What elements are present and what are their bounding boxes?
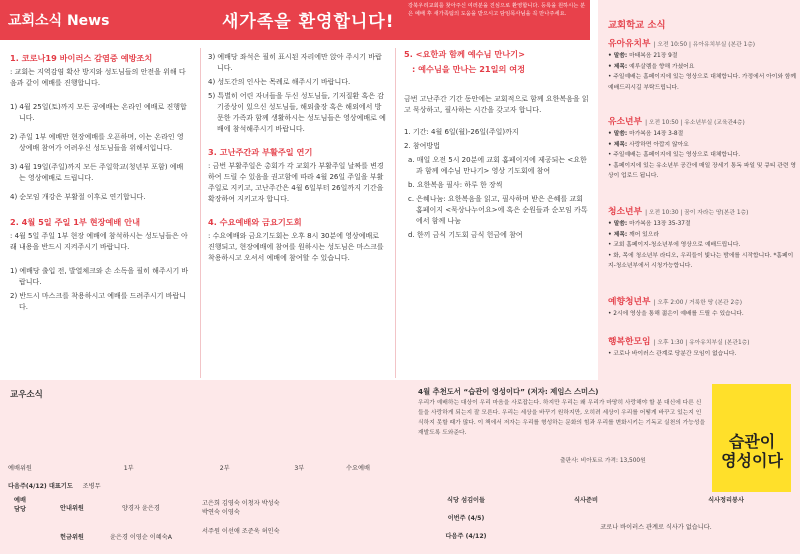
list-item: 1) 4월 25일(토)까지 모든 공예배는 온라인 예배로 진행합니다.: [10, 103, 187, 122]
section-title: 4. 수요예배와 금요기도회: [208, 217, 302, 227]
happy-section: 행복한모임 | 오후 1:30 | 유아유치부실 (본관1층) • 코로나 바이러스 관계로 당분간 모임이 없습니다.: [608, 334, 796, 360]
table-header: 식당 섬김이들: [446, 496, 486, 504]
list-item: 3) 4월 19일(주일)까지 모든 주일학교(청년부 포함) 예배는 영상예배로 드립니다.: [10, 163, 184, 182]
section-title: 2. 4월 5일 주일 1부 현장예배 안내: [10, 217, 141, 227]
offering-label: 헌금위원: [60, 534, 84, 541]
duty-table: [6, 458, 390, 494]
news-column-3: [404, 48, 590, 244]
table-cell: 조병무: [82, 482, 101, 490]
table-cell: 코로나 바이러스 관계로 식사가 없습니다.: [600, 523, 712, 531]
table-header: 3부: [294, 464, 305, 472]
infants-section: 유아유치부 | 오전 10:50 | 유아유치부실 (본관 1층) • 말씀: 마태복음 21장 9절 • 제목: 예루살렘을 향해 가셨어요 • 주일예배는 홈페이지에 있는 영상으로 대체합니다. 가정에서 아이와 함께 예배드리시길 부탁드립니다.: [608, 36, 796, 93]
list-item: a. 매일 오전 5시 20분에 교회 홈페이지에 제공되는 <요한과 함께 예수님 만나기> 영상 기도회에 참여: [408, 156, 587, 175]
young-adult-section: 예향청년부 | 오후 2:00 / 거룩한 땅 (본관 2층) • 2시에 영상을 통해 젊은이 예배를 드릴 수 있습니다.: [608, 294, 796, 320]
list-item: d. 한끼 금식 기도회 금식 헌금에 참여: [408, 231, 523, 239]
table-cell: 다음주 (4/12): [445, 532, 487, 540]
section-subtitle: : 예수님을 만나는 21일의 여정: [412, 64, 526, 74]
welcome-banner: 새가족을 환영합니다!: [222, 12, 395, 32]
table-header: 예배위원: [8, 464, 32, 472]
guide-names-1: 양경자 윤은경: [122, 505, 160, 512]
department-title: 청소년부 | 오전 10:30 | 꿈이 자라는 땅(본관 1층): [608, 207, 749, 217]
duty-label: 예배 담당: [14, 497, 26, 513]
list-item: 2) 주일 1부 예배만 현장예배를 오픈하며, 이는 온라인 영상예배 참여가 어려우신 성도님들을 위해서입니다.: [10, 133, 184, 152]
section-text: : 수요예배와 금요기도회는 오후 8시 30분에 영상예배로 진행되고, 현장예배에 참여를 원하시는 성도님은 마스크를 착용하시고 오셔서 예배에 참여할 수 있습니다.: [208, 232, 384, 262]
table-header: 식사준비: [574, 496, 598, 504]
column-divider: [395, 48, 396, 378]
offering-names-1: 윤은경 이영순 이혜숙A: [110, 534, 172, 541]
book-description: 우리가 예배하는 대상이 우리 마음을 사로잡는다. 하지만 우리는 왜 우리가 마땅히 사랑해야 할 분 대신에 다른 신들을 사랑하게 되는지 잘 모른다. 우리는 세상을 바꾸기 원하지만, 오히려 세상이 우리를 어떻게 바꾸고 있는지 인식하지 못할 때가 많다. 이 책에서 저자는 우리를 형성하는 문화의 힘과 우리를 변화시키는 기독교 실천의 가능성을 재발도록 도와준다.: [418, 400, 706, 436]
section-text: : 교회는 지역감염 확산 방지와 성도님들의 안전을 위해 다음과 같이 예배를 진행합니다.: [10, 68, 186, 87]
list-item: 5) 특별히 어린 자녀들을 두신 성도님들, 기저질환 혹은 감기증상이 있으신 성도님들, 해외출장 혹은 해외에서 방문한 가족과 함께 생활하시는 성도님들은 영상예배로 예배에 참석해주시기 바랍니다.: [208, 92, 386, 133]
section-title: 1. 코로나19 바이러스 감염증 예방조치: [10, 53, 153, 63]
school-title: 교회학교 소식: [608, 20, 666, 31]
meal-table: [416, 490, 796, 544]
section-text: : 4월 5일 주일 1부 현장 예배에 참석하시는 성도님들은 아래 내용을 반드시 지켜주시기 바랍니다.: [10, 232, 188, 251]
list-item: 4) 성도간의 인사는 목례로 해주시기 바랍니다.: [208, 78, 351, 86]
list-item: c. 은혜나눔: 요한복음을 읽고, 필사하며 받은 은혜를 교회 홈페이지 <묵상나누어요>에 혹은 순원들과 순모임 카톡에서 함께 나눔: [408, 195, 588, 225]
table-row: [416, 490, 796, 508]
list-item: 1) 예배당 출입 전, 발열체크와 손 소독을 필히 해주시기 바랍니다.: [10, 267, 189, 286]
book-cover-title: 습관이 영성이다: [721, 432, 783, 470]
table-header: 2부: [219, 464, 230, 472]
table-row: [416, 508, 796, 526]
table-header: 수요예배: [346, 464, 370, 472]
book-cover: [712, 384, 791, 492]
section-text: : 금번 부활주일은 총회가 각 교회가 부활주일 날짜를 변경하여 드릴 수 있음을 권고함에 따라 4월 26일 주일을 부활주일로 지키고, 고난주간은 4월 6일부터 26일까지 기간을 확장하여 지키고자 합니다.: [208, 162, 384, 203]
section-text: 금번 고난주간 기간 동안에는 교회적으로 함께 요한복음을 읽고 묵상하고, 필사하는 시간을 갖고자 합니다.: [404, 95, 589, 114]
list-item: 4) 순모임 개강은 부활절 이후로 연기합니다.: [10, 193, 146, 201]
section-title: 5. <요한과 함께 예수님 만나기>: [404, 49, 525, 59]
section-title: 3. 고난주간과 부활주일 연기: [208, 147, 313, 157]
offering-names-2: 서주원 이선애 조준욱 허인숙: [202, 528, 280, 535]
table-row: [6, 476, 390, 494]
table-row: [6, 458, 390, 476]
book-publisher: 출판사: 비아토르 가격: 13,500원: [560, 458, 646, 464]
elementary-section: 유소년부 | 오전 10:50 | 유소년부실 (교육관4층) • 말씀: 마가복음 14장 3-8절 • 제목: 사랑하면 아깝지 않아요 • 주일예배는 홈페이지에 있는 영상으로 대체합니다. • 홈페이지에 있는 유소년부 공간에 매일 장세기 통독 파일 및 큐티 관련 영상이 업로드 됩니다.: [608, 114, 796, 182]
school-panel: [598, 0, 800, 384]
department-title: 예향청년부 | 오후 2:00 / 거룩한 땅 (본관 2층): [608, 297, 743, 307]
table-header: 식사정리봉사: [708, 496, 744, 504]
page-title: 교회소식 News: [8, 13, 110, 29]
period-text: 1. 기간: 4월 6일(월)-26일(주일)까지: [404, 128, 519, 136]
welcome-note: 강북우리교회를 찾아주신 여러분을 진심으로 환영합니다. 등록을 원하시는 분은 예배 후 새가족팀의 도움을 받으시고 담임목사님을 꼭 만나주세요.: [408, 3, 586, 17]
guide-names-2: 고은희 김영숙 이청자 박성숙 박연숙 이영숙: [202, 500, 280, 516]
list-item: b. 요한복음 필사: 하루 한 장씩: [408, 181, 503, 189]
youth-section: 청소년부 | 오전 10:30 | 꿈이 자라는 땅(본관 1층) • 말씀: 마가복음 13장 35-37절 • 제목: 깨어 있으라 • 교회 홈페이지-청소년부에 영상으로 예배드립니다. • 화, 목에 청소년부 라디오, 우리들이 빛나는 밤에를 시작합니다. *홈페이지-청소년부에서 시청가능합니다.: [608, 204, 796, 272]
department-title: 행복한모임 | 오후 1:30 | 유아유치부실 (본관1층): [608, 337, 750, 347]
department-title: 유아유치부 | 오전 10:50 | 유아유치부실 (본관 1층): [608, 39, 756, 49]
news-column-2: [208, 52, 388, 267]
department-title: 유소년부 | 오전 10:50 | 유소년부실 (교육관4층): [608, 117, 745, 127]
column-divider: [200, 48, 201, 378]
table-header: 1부: [123, 464, 134, 472]
guide-label: 안내위원: [60, 505, 84, 512]
list-item: 3) 예배당 좌석은 필히 표시된 자리에만 앉아 주시기 바랍니다.: [208, 53, 382, 72]
method-text: 2. 참여방법: [404, 142, 440, 150]
book-title: 4월 추천도서 “습관이 영성이다” (저자: 제임스 스미스): [418, 387, 599, 396]
list-item: 2) 반드시 마스크를 착용하시고 예배를 드려주시기 바랍니다.: [10, 292, 187, 311]
table-cell: 다음주(4/12) 대표기도: [8, 482, 73, 490]
members-title: 교우소식: [10, 390, 43, 400]
table-cell: 이번주 (4/5): [447, 514, 485, 522]
news-column-1: [10, 52, 190, 316]
